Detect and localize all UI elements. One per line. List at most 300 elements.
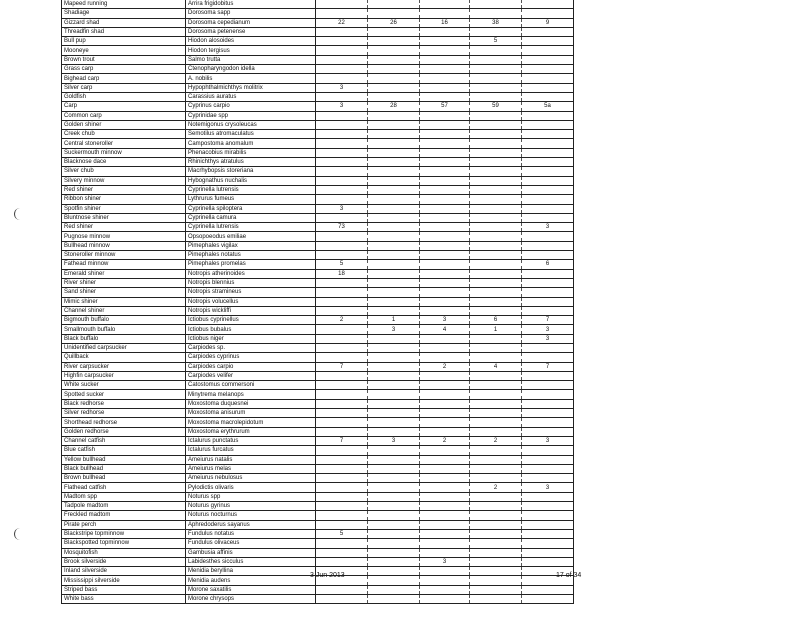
count-cell: 3 (522, 436, 574, 445)
count-cell (368, 334, 420, 343)
table-row (62, 529, 574, 538)
count-cell (368, 139, 420, 148)
scientific-name-cell: Noturus gyrinus (186, 502, 316, 511)
count-cell (420, 409, 470, 418)
margin-mark (14, 208, 23, 220)
count-cell (420, 595, 470, 604)
scientific-name-cell: Pimephales promelas (186, 260, 316, 269)
count-cell (316, 176, 368, 185)
count-cell (420, 464, 470, 473)
count-cell (420, 269, 470, 278)
count-cell (470, 111, 522, 120)
count-cell (368, 520, 420, 529)
scientific-name-cell: Carpiodes carpio (186, 362, 316, 371)
count-cell (470, 576, 522, 585)
common-name-cell: Quillback (62, 353, 186, 362)
count-cell (316, 120, 368, 129)
count-cell (368, 185, 420, 194)
table-row (62, 102, 574, 111)
count-cell (522, 139, 574, 148)
count-cell (368, 455, 420, 464)
count-cell (420, 130, 470, 139)
table-row (62, 27, 574, 36)
count-cell (522, 251, 574, 260)
count-cell (368, 409, 420, 418)
count-cell (368, 0, 420, 9)
count-cell (522, 595, 574, 604)
count-cell (522, 92, 574, 101)
table-row (62, 381, 574, 390)
count-cell (368, 474, 420, 483)
species-table (61, 0, 574, 604)
count-cell (420, 9, 470, 18)
table-row (62, 158, 574, 167)
common-name-cell: Silver carp (62, 83, 186, 92)
count-cell: 3 (420, 557, 470, 566)
count-cell (368, 539, 420, 548)
count-cell: 2 (420, 362, 470, 371)
count-cell (522, 37, 574, 46)
footer-date: 3 Jun 2013 (310, 572, 345, 579)
count-cell (420, 474, 470, 483)
count-cell (522, 464, 574, 473)
count-cell (420, 567, 470, 576)
scientific-name-cell: Gambusia affinis (186, 548, 316, 557)
count-cell (368, 37, 420, 46)
count-cell (420, 27, 470, 36)
scientific-name-cell: Menidia audens (186, 576, 316, 585)
scientific-name-cell: Hiodon tergisus (186, 46, 316, 55)
common-name-cell: Common carp (62, 111, 186, 120)
count-cell (420, 83, 470, 92)
scientific-name-cell: Carpiodes sp. (186, 343, 316, 352)
count-cell (316, 65, 368, 74)
count-cell (470, 223, 522, 232)
count-cell (316, 130, 368, 139)
count-cell (420, 176, 470, 185)
scientific-name-cell: Notemigonus crysoleucas (186, 120, 316, 129)
count-cell (420, 297, 470, 306)
count-cell: 3 (368, 325, 420, 334)
count-cell (420, 195, 470, 204)
count-cell (522, 232, 574, 241)
count-cell (316, 418, 368, 427)
table-row (62, 455, 574, 464)
common-name-cell: Blackstripe topminnow (62, 529, 186, 538)
count-cell (522, 278, 574, 287)
count-cell (316, 46, 368, 55)
common-name-cell: Ribbon shiner (62, 195, 186, 204)
common-name-cell: Mississippi silverside (62, 576, 186, 585)
count-cell: 5 (316, 260, 368, 269)
table-row (62, 213, 574, 222)
table-row (62, 269, 574, 278)
table-row (62, 83, 574, 92)
common-name-cell: Pirate perch (62, 520, 186, 529)
count-cell (420, 278, 470, 287)
count-cell (420, 37, 470, 46)
count-cell: 7 (316, 436, 368, 445)
count-cell (522, 74, 574, 83)
common-name-cell: Red shiner (62, 185, 186, 194)
count-cell (368, 232, 420, 241)
common-name-cell: Silver chub (62, 167, 186, 176)
count-cell (368, 297, 420, 306)
scientific-name-cell: Morone chrysops (186, 595, 316, 604)
table-row (62, 288, 574, 297)
count-cell (420, 371, 470, 380)
table-row (62, 436, 574, 445)
count-cell (420, 576, 470, 585)
scientific-name-cell: Ictalurus furcatus (186, 446, 316, 455)
count-cell (368, 529, 420, 538)
count-cell: 3 (522, 334, 574, 343)
count-cell: 73 (316, 223, 368, 232)
table-row (62, 9, 574, 18)
count-cell: 2 (470, 436, 522, 445)
scientific-name-cell: Labidesthes sicculus (186, 557, 316, 566)
count-cell (420, 492, 470, 501)
table-row (62, 176, 574, 185)
common-name-cell: Suckermouth minnow (62, 148, 186, 157)
common-name-cell: Brook silverside (62, 557, 186, 566)
common-name-cell: Silvery minnow (62, 176, 186, 185)
count-cell (522, 306, 574, 315)
common-name-cell: Channel shiner (62, 306, 186, 315)
table-row (62, 427, 574, 436)
count-cell (470, 306, 522, 315)
count-cell (470, 381, 522, 390)
common-name-cell: Mooneye (62, 46, 186, 55)
count-cell (522, 241, 574, 250)
count-cell (316, 464, 368, 473)
common-name-cell: Tadpole madtom (62, 502, 186, 511)
footer-page-number: 17 of 34 (556, 572, 582, 579)
scientific-name-cell: Cyprinella spiloptera (186, 204, 316, 213)
count-cell (470, 567, 522, 576)
count-cell (470, 288, 522, 297)
count-cell (316, 492, 368, 501)
count-cell (368, 492, 420, 501)
count-cell (522, 381, 574, 390)
count-cell (368, 306, 420, 315)
count-cell (316, 278, 368, 287)
count-cell (470, 297, 522, 306)
count-cell (420, 511, 470, 520)
count-cell (420, 399, 470, 408)
table-row (62, 18, 574, 27)
common-name-cell: Channel catfish (62, 436, 186, 445)
table-row (62, 492, 574, 501)
count-cell (316, 371, 368, 380)
count-cell (316, 185, 368, 194)
common-name-cell: Stoneroller minnow (62, 251, 186, 260)
scientific-name-cell: Cyprinella lutrensis (186, 185, 316, 194)
common-name-cell: Flathead catfish (62, 483, 186, 492)
count-cell (316, 167, 368, 176)
count-cell: 2 (420, 436, 470, 445)
common-name-cell: Central stoneroller (62, 139, 186, 148)
count-cell (470, 446, 522, 455)
count-cell (470, 213, 522, 222)
count-cell (522, 446, 574, 455)
common-name-cell: Inland silverside (62, 567, 186, 576)
count-cell (316, 148, 368, 157)
count-cell (470, 83, 522, 92)
table-row (62, 325, 574, 334)
count-cell (470, 0, 522, 9)
count-cell (368, 260, 420, 269)
count-cell: 1 (368, 316, 420, 325)
count-cell (420, 46, 470, 55)
scientific-name-cell: Fundulus notatus (186, 529, 316, 538)
count-cell (420, 0, 470, 9)
common-name-cell: Freckled madtom (62, 511, 186, 520)
count-cell: 16 (420, 18, 470, 27)
count-cell (420, 241, 470, 250)
table-row (62, 343, 574, 352)
count-cell (316, 427, 368, 436)
count-cell (368, 381, 420, 390)
count-cell (522, 474, 574, 483)
scientific-name-cell: Macrhybopsis storeriana (186, 167, 316, 176)
scientific-name-cell: Arrira frigidobitus (186, 0, 316, 9)
common-name-cell: Gizzard shad (62, 18, 186, 27)
count-cell (470, 251, 522, 260)
scientific-name-cell: Ctenopharyngodon idella (186, 65, 316, 74)
table-row (62, 260, 574, 269)
count-cell: 7 (316, 362, 368, 371)
scientific-name-cell: Opsopoeodus emiliae (186, 232, 316, 241)
table-row (62, 55, 574, 64)
count-cell (420, 139, 470, 148)
count-cell (316, 251, 368, 260)
table-row (62, 548, 574, 557)
count-cell (420, 502, 470, 511)
table-row (62, 446, 574, 455)
scientific-name-cell: Ictiobus cyprinellus (186, 316, 316, 325)
count-cell (420, 213, 470, 222)
count-cell (470, 539, 522, 548)
scientific-name-cell: Cyprinella camura (186, 213, 316, 222)
count-cell: 4 (420, 325, 470, 334)
count-cell (522, 557, 574, 566)
count-cell (522, 111, 574, 120)
count-cell (316, 195, 368, 204)
count-cell (420, 92, 470, 101)
count-cell (470, 334, 522, 343)
count-cell: 2 (316, 316, 368, 325)
count-cell (522, 520, 574, 529)
count-cell (470, 74, 522, 83)
common-name-cell: Bull pup (62, 37, 186, 46)
count-cell (316, 241, 368, 250)
scientific-name-cell: Moxostoma macrolepidotum (186, 418, 316, 427)
count-cell (368, 418, 420, 427)
common-name-cell: Madtom spp (62, 492, 186, 501)
count-cell (420, 55, 470, 64)
count-cell (368, 46, 420, 55)
table-row (62, 148, 574, 157)
common-name-cell: Shadiage (62, 9, 186, 18)
table-row (62, 399, 574, 408)
count-cell (316, 548, 368, 557)
count-cell (522, 343, 574, 352)
count-cell (470, 167, 522, 176)
count-cell: 28 (368, 102, 420, 111)
count-cell (420, 260, 470, 269)
count-cell: 22 (316, 18, 368, 27)
count-cell (368, 111, 420, 120)
count-cell (316, 585, 368, 594)
count-cell (420, 223, 470, 232)
count-cell (368, 399, 420, 408)
common-name-cell: Bigmouth buffalo (62, 316, 186, 325)
common-name-cell: Blue catfish (62, 446, 186, 455)
scientific-name-cell: Pylodictis olivaris (186, 483, 316, 492)
count-cell (368, 9, 420, 18)
count-cell (470, 371, 522, 380)
scientific-name-cell: Notropis blennius (186, 278, 316, 287)
common-name-cell: Shorthead redhorse (62, 418, 186, 427)
count-cell (316, 353, 368, 362)
common-name-cell: Golden redhorse (62, 427, 186, 436)
count-cell (470, 409, 522, 418)
count-cell (316, 9, 368, 18)
table-row (62, 223, 574, 232)
count-cell (470, 585, 522, 594)
count-cell (420, 251, 470, 260)
common-name-cell: White sucker (62, 381, 186, 390)
count-cell (522, 539, 574, 548)
scientific-name-cell: Pimephales notatus (186, 251, 316, 260)
count-cell (420, 446, 470, 455)
scientific-name-cell: Menidia beryllina (186, 567, 316, 576)
common-name-cell: Blacknose dace (62, 158, 186, 167)
count-cell (420, 353, 470, 362)
count-cell (420, 111, 470, 120)
common-name-cell: Unidentified carpsucker (62, 343, 186, 352)
common-name-cell: Fathead minnow (62, 260, 186, 269)
count-cell (420, 232, 470, 241)
count-cell (470, 55, 522, 64)
count-cell (420, 381, 470, 390)
count-cell (368, 120, 420, 129)
count-cell (316, 511, 368, 520)
count-cell (470, 195, 522, 204)
scientific-name-cell: Ameiurus melas (186, 464, 316, 473)
count-cell (522, 167, 574, 176)
count-cell (470, 120, 522, 129)
scientific-name-cell: A. nobilis (186, 74, 316, 83)
count-cell (522, 297, 574, 306)
count-cell (316, 158, 368, 167)
count-cell (368, 167, 420, 176)
common-name-cell: Bluntnose shiner (62, 213, 186, 222)
count-cell (522, 120, 574, 129)
count-cell (420, 529, 470, 538)
count-cell (470, 130, 522, 139)
count-cell (368, 92, 420, 101)
table-row (62, 520, 574, 529)
common-name-cell: White bass (62, 595, 186, 604)
count-cell (368, 65, 420, 74)
table-row (62, 204, 574, 213)
count-cell (420, 74, 470, 83)
count-cell: 59 (470, 102, 522, 111)
common-name-cell: Highfin carpsucker (62, 371, 186, 380)
scientific-name-cell: Cyprinella lutrensis (186, 223, 316, 232)
count-cell (420, 204, 470, 213)
common-name-cell: Smallmouth buffalo (62, 325, 186, 334)
count-cell (420, 343, 470, 352)
count-cell (470, 595, 522, 604)
count-cell (470, 502, 522, 511)
count-cell (316, 455, 368, 464)
table-row (62, 474, 574, 483)
table-row (62, 185, 574, 194)
count-cell (470, 176, 522, 185)
count-cell (470, 139, 522, 148)
table-row (62, 139, 574, 148)
table-row (62, 278, 574, 287)
count-cell (522, 585, 574, 594)
count-cell (316, 27, 368, 36)
count-cell (470, 492, 522, 501)
table-row (62, 483, 574, 492)
count-cell (470, 204, 522, 213)
count-cell (368, 213, 420, 222)
common-name-cell: Brown trout (62, 55, 186, 64)
common-name-cell: Black bullhead (62, 464, 186, 473)
count-cell (470, 158, 522, 167)
count-cell (470, 548, 522, 557)
count-cell (522, 158, 574, 167)
table-row (62, 0, 574, 9)
count-cell (522, 83, 574, 92)
count-cell (316, 213, 368, 222)
count-cell (368, 195, 420, 204)
count-cell (522, 195, 574, 204)
count-cell (316, 139, 368, 148)
count-cell (522, 185, 574, 194)
count-cell (470, 427, 522, 436)
count-cell (316, 288, 368, 297)
count-cell (368, 567, 420, 576)
scientific-name-cell: Pimephales vigilax (186, 241, 316, 250)
table-row (62, 539, 574, 548)
scientific-name-cell: Rhinichthys atratulus (186, 158, 316, 167)
count-cell (368, 464, 420, 473)
count-cell: 3 (316, 83, 368, 92)
scientific-name-cell: Moxostoma duquesnei (186, 399, 316, 408)
count-cell: 26 (368, 18, 420, 27)
count-cell: 3 (316, 204, 368, 213)
count-cell (522, 399, 574, 408)
scientific-name-cell: Ameiurus nebulosus (186, 474, 316, 483)
scientific-name-cell: Moxostoma erythrurum (186, 427, 316, 436)
count-cell (316, 390, 368, 399)
count-cell (368, 557, 420, 566)
count-cell (368, 83, 420, 92)
scientific-name-cell: Fundulus olivaceus (186, 539, 316, 548)
count-cell (316, 474, 368, 483)
count-cell (316, 502, 368, 511)
count-cell (368, 595, 420, 604)
count-cell (470, 185, 522, 194)
count-cell: 57 (420, 102, 470, 111)
count-cell: 6 (470, 316, 522, 325)
